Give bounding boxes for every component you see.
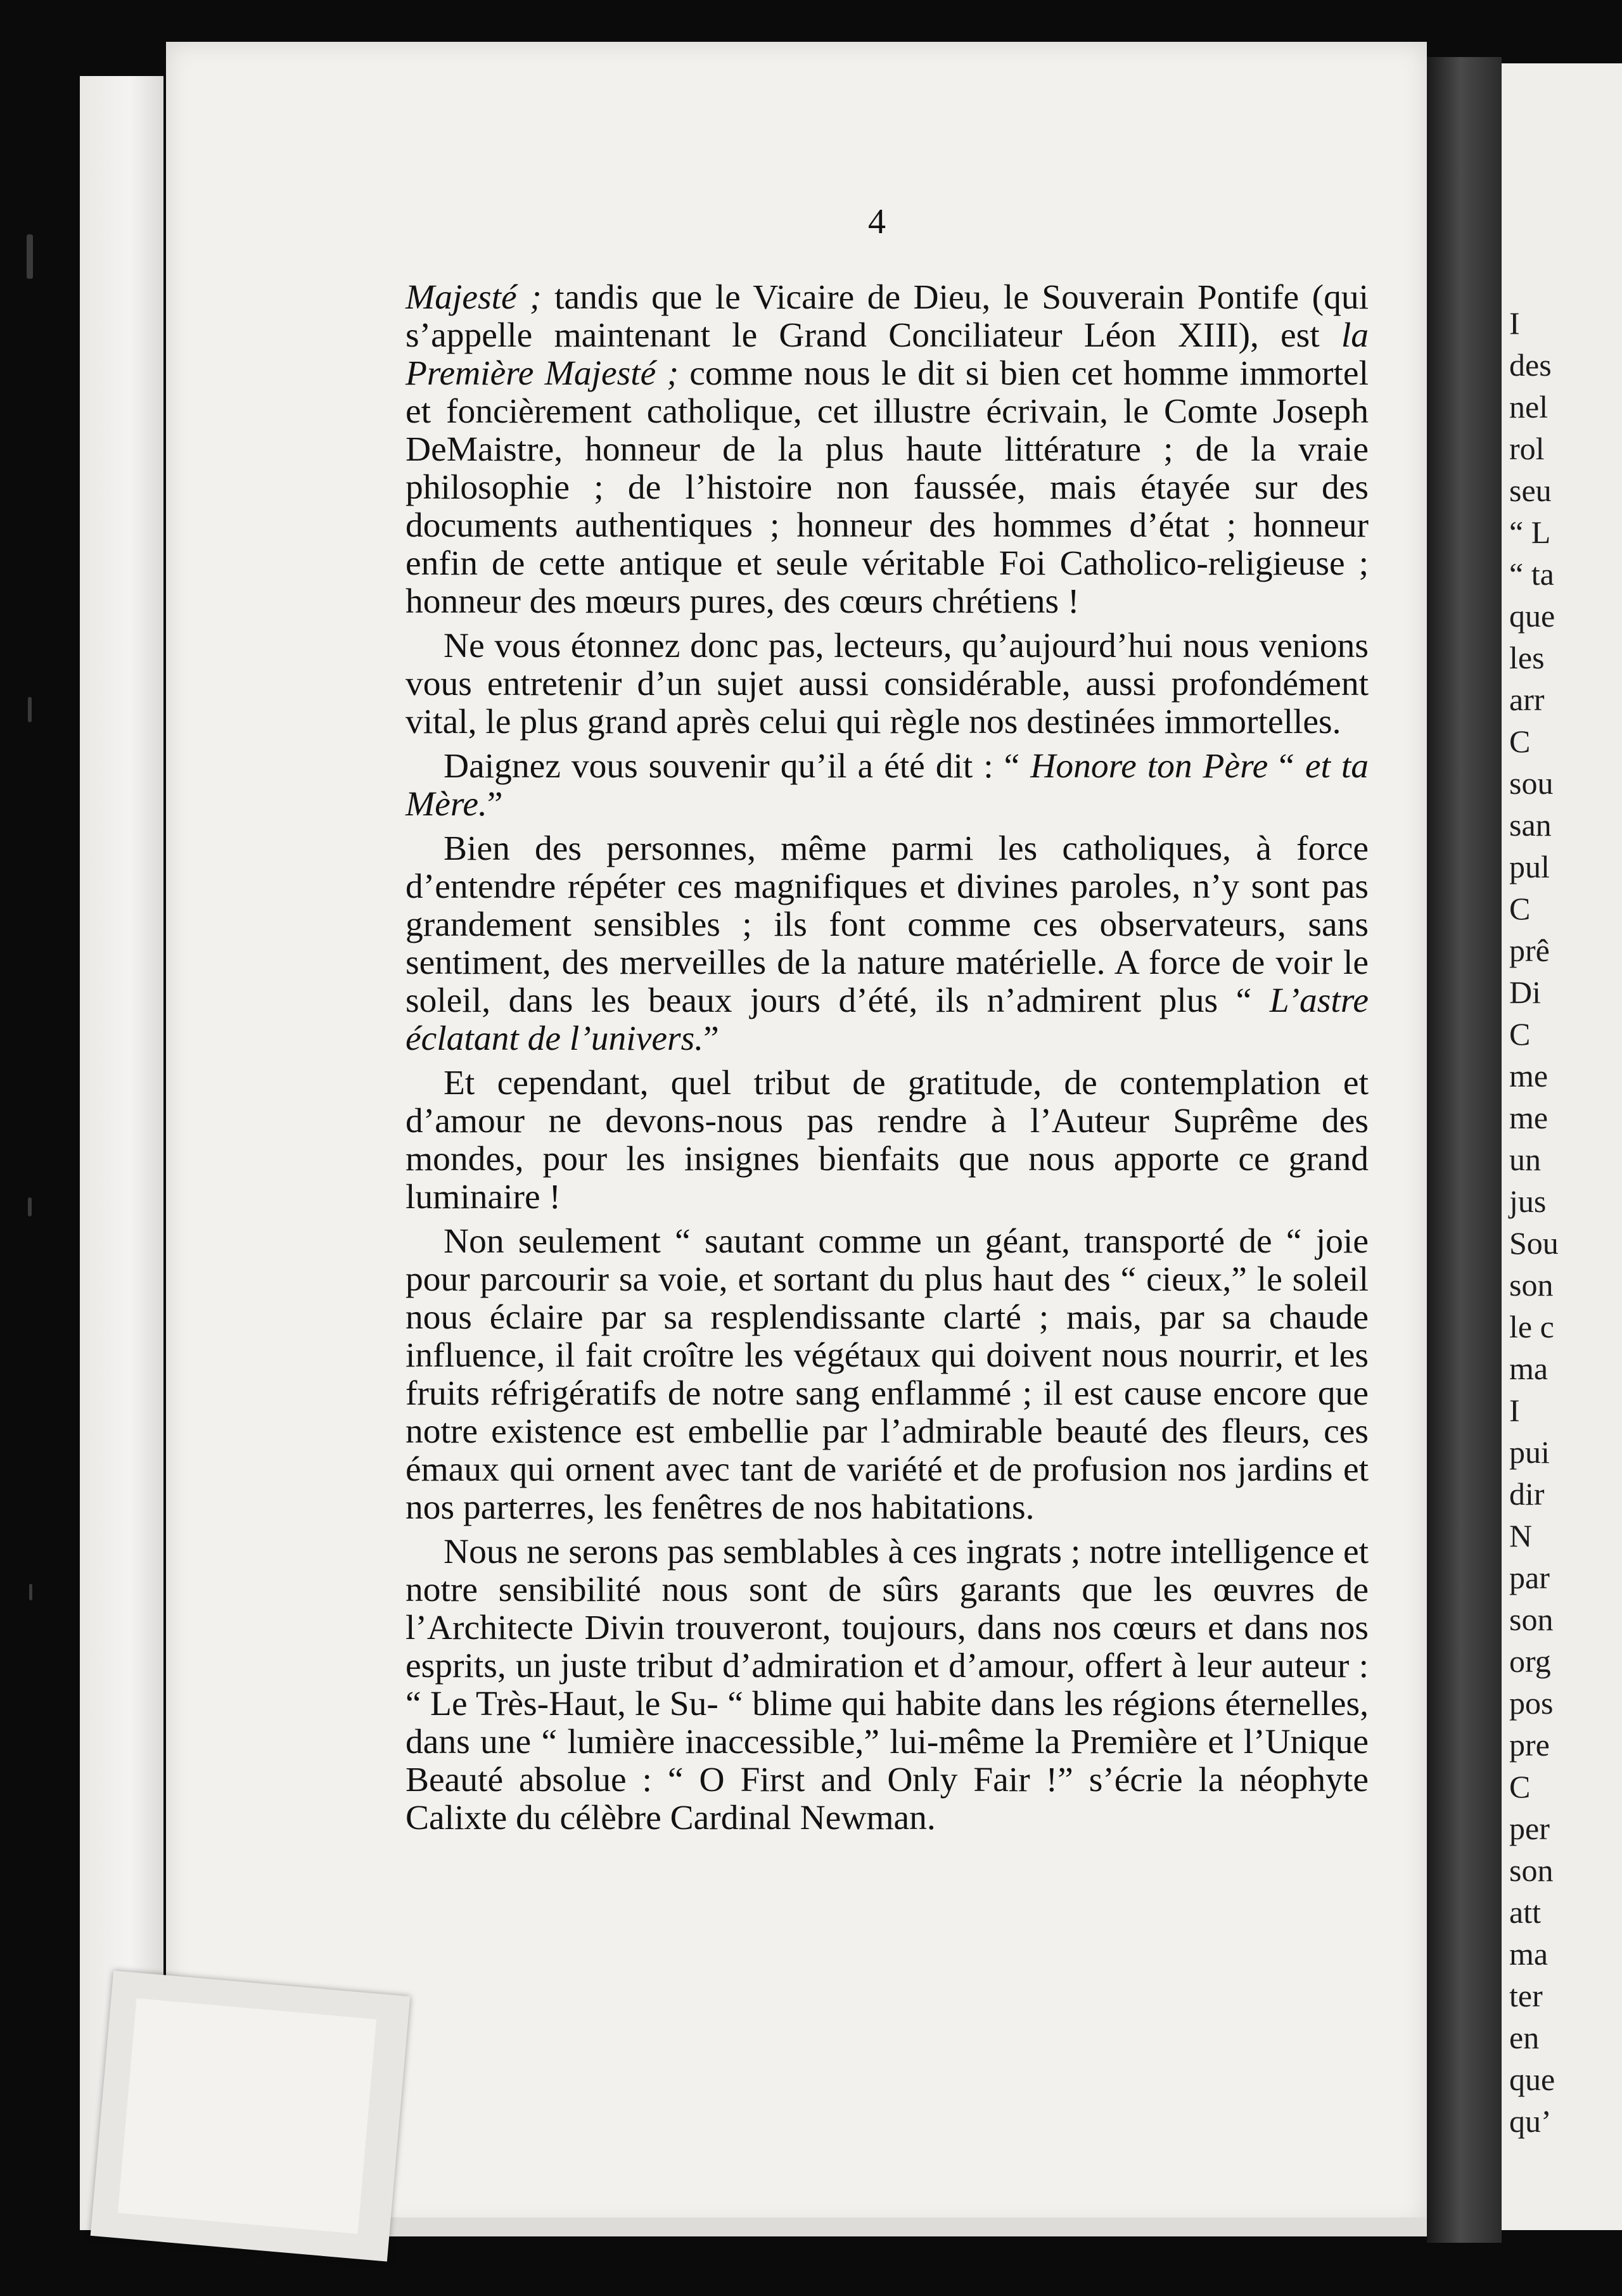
facing-page-fragment: rol — [1509, 431, 1545, 466]
facing-page-fragment: par — [1509, 1560, 1550, 1595]
paragraph — [406, 627, 1369, 741]
paragraph — [406, 1533, 1369, 1837]
facing-page-fragment: pos — [1509, 1685, 1554, 1721]
facing-page-fragment: C — [1509, 1016, 1531, 1052]
facing-page-fragment: le c — [1509, 1309, 1554, 1344]
facing-page-fragment: son — [1509, 1853, 1554, 1888]
paragraph — [406, 830, 1369, 1058]
facing-page-fragment: Di — [1509, 974, 1541, 1010]
facing-page-fragment: C — [1509, 891, 1531, 926]
facing-page-fragment: per — [1509, 1811, 1550, 1846]
facing-page-fragment: pre — [1509, 1727, 1550, 1763]
text-run: Ne vous étonnez donc pas, lecteurs, qu’aujourd’hui nous venions vous entretenir d’un sujet aussi considérable, aussi profondément vital, le plus grand après celui qui règle nos destinées immortelles. — [406, 627, 1369, 741]
paragraph — [406, 748, 1369, 824]
paragraph — [406, 1064, 1369, 1216]
italic-run: Honore ton Père — [1030, 747, 1268, 786]
facing-page-fragment: att — [1509, 1894, 1541, 1930]
text-run: ” — [703, 1019, 719, 1058]
facing-page-fragment: san — [1509, 807, 1552, 843]
facing-page-fragment: me — [1509, 1100, 1549, 1135]
book-spine-shadow — [1427, 57, 1502, 2243]
facing-page-fragment: ma — [1509, 1936, 1549, 1972]
ink-speck — [28, 697, 32, 722]
paragraph — [406, 279, 1369, 621]
facing-page-fragment: que — [1509, 598, 1555, 634]
facing-page-fragment: pui — [1509, 1434, 1550, 1470]
facing-page-fragment: C — [1509, 724, 1531, 759]
italic-run: et ta Mère. — [406, 747, 1369, 824]
page-number: 4 — [868, 202, 886, 241]
text-run: Daignez vous souvenir qu’il a été dit : “ — [444, 747, 1031, 786]
facing-page-fragment: me — [1509, 1058, 1549, 1094]
facing-page-fragment: des — [1509, 347, 1552, 383]
facing-page-fragment: jus — [1509, 1183, 1547, 1219]
ink-speck — [28, 1197, 32, 1216]
italic-run: L’astre éclatant de l’univers. — [406, 981, 1369, 1058]
facing-page-fragment: son — [1509, 1602, 1554, 1637]
text-run: comme nous le dit si bien cet homme immortel et foncièrement catholique, cet illustre écrivain, le Comte Joseph DeMaistre, honneur de la plus haute littérature ; de la vraie philosophie ; de l’histoire non faussée, mais étayée sur des documents authentiques ; honneur des hommes d’état ; honneur enfin de cette antique et seule véritable Foi Catholico-religieuse ; honneur des mœurs pures, des cœurs chrétiens ! — [406, 354, 1369, 621]
facing-page — [1502, 63, 1622, 2230]
facing-page-fragment: sou — [1509, 765, 1554, 801]
facing-page-fragment: org — [1509, 1643, 1551, 1679]
facing-page-fragment: qu’ — [1509, 2103, 1552, 2139]
facing-page-fragment: prê — [1509, 933, 1550, 968]
italic-run: Majesté ; — [406, 278, 542, 317]
facing-page-fragment: son — [1509, 1267, 1554, 1303]
folded-corner-inner — [118, 1998, 376, 2234]
facing-page-fragment: en — [1509, 2020, 1540, 2055]
facing-page-fragment: ma — [1509, 1351, 1549, 1386]
facing-page-fragment: pul — [1509, 849, 1550, 884]
body-text — [406, 279, 1369, 1837]
facing-page-fragment: “ L — [1509, 514, 1551, 550]
text-run: tandis que le Vicaire de Dieu, le Souverain Pontife (qui s’appelle maintenant le Grand Conciliateur Léon XIII), est — [406, 278, 1369, 355]
paragraph — [406, 1223, 1369, 1527]
facing-page-fragment: I — [1509, 305, 1520, 341]
facing-page-fragment: I — [1509, 1393, 1520, 1428]
facing-page-fragment: seu — [1509, 473, 1552, 508]
facing-page-fragment: que — [1509, 2062, 1555, 2097]
text-run: ” — [487, 785, 503, 824]
text-run: Et cependant, quel tribut de gratitude, de contemplation et d’amour ne devons-nous pas rendre à l’Auteur Suprême des mondes, pour les insignes bienfaits que nous apporte ce grand luminaire ! — [406, 1064, 1369, 1216]
facing-page-fragment: dir — [1509, 1476, 1545, 1512]
text-run: “ — [1268, 747, 1305, 786]
facing-page-fragment: “ ta — [1509, 556, 1554, 592]
left-page-edge — [80, 76, 163, 2230]
facing-page-fragment: un — [1509, 1142, 1541, 1177]
facing-page-fragment: C — [1509, 1769, 1531, 1804]
facing-page-fragment: ter — [1509, 1978, 1543, 2013]
facing-page-fragment: nel — [1509, 389, 1549, 424]
text-run: Non seulement “ sautant comme un géant, transporté de “ joie pour parcourir sa voie, et sortant du plus haut des “ cieux,” le soleil nous éclaire par sa resplendissante clarté ; mais, par sa chaude influence, il fait croître les végétaux qui doivent nous nourrir, et les fruits réfrigératifs de notre sang enflammé ; il est cause encore que notre existence est embellie par l’admirable beauté des fleurs, ces émaux qui ornent avec tant de variété et de profusion nos jardins et nos parterres, les fenêtres de nos habitations. — [406, 1222, 1369, 1527]
ink-speck — [29, 1584, 32, 1600]
italic-run: la Première Majesté ; — [406, 316, 1369, 393]
facing-page-fragment: les — [1509, 640, 1545, 675]
text-run: Bien des personnes, même parmi les catholiques, à force d’entendre répéter ces magnifiques et divines paroles, n’y sont pas grandement sensibles ; ils font comme ces observateurs, sans sentiment, des merveilles de la nature matérielle. A force de voir le soleil, dans les beaux jours d’été, ils n’admirent plus “ — [406, 829, 1369, 1020]
ink-speck — [27, 234, 33, 279]
facing-page-fragment: arr — [1509, 682, 1545, 717]
facing-page-fragment: Sou — [1509, 1225, 1559, 1261]
facing-page-fragment: N — [1509, 1518, 1533, 1553]
text-run: Nous ne serons pas semblables à ces ingrats ; notre intelligence et notre sensibilité nous sont de sûrs garants que les œuvres de l’Architecte Divin trouveront, toujours, dans nos cœurs et dans nos esprits, un juste tribut d’admiration et d’amour, offert à leur auteur : “ Le Très-Haut, le Su- “ blime qui habite dans les régions éternelles, dans une “ lumière inaccessible,” lui-même la Première et l’Unique Beauté absolue : “ O First and Only Fair !” s’écrie la néophyte Calixte du célèbre Cardinal Newman. — [406, 1533, 1369, 1837]
